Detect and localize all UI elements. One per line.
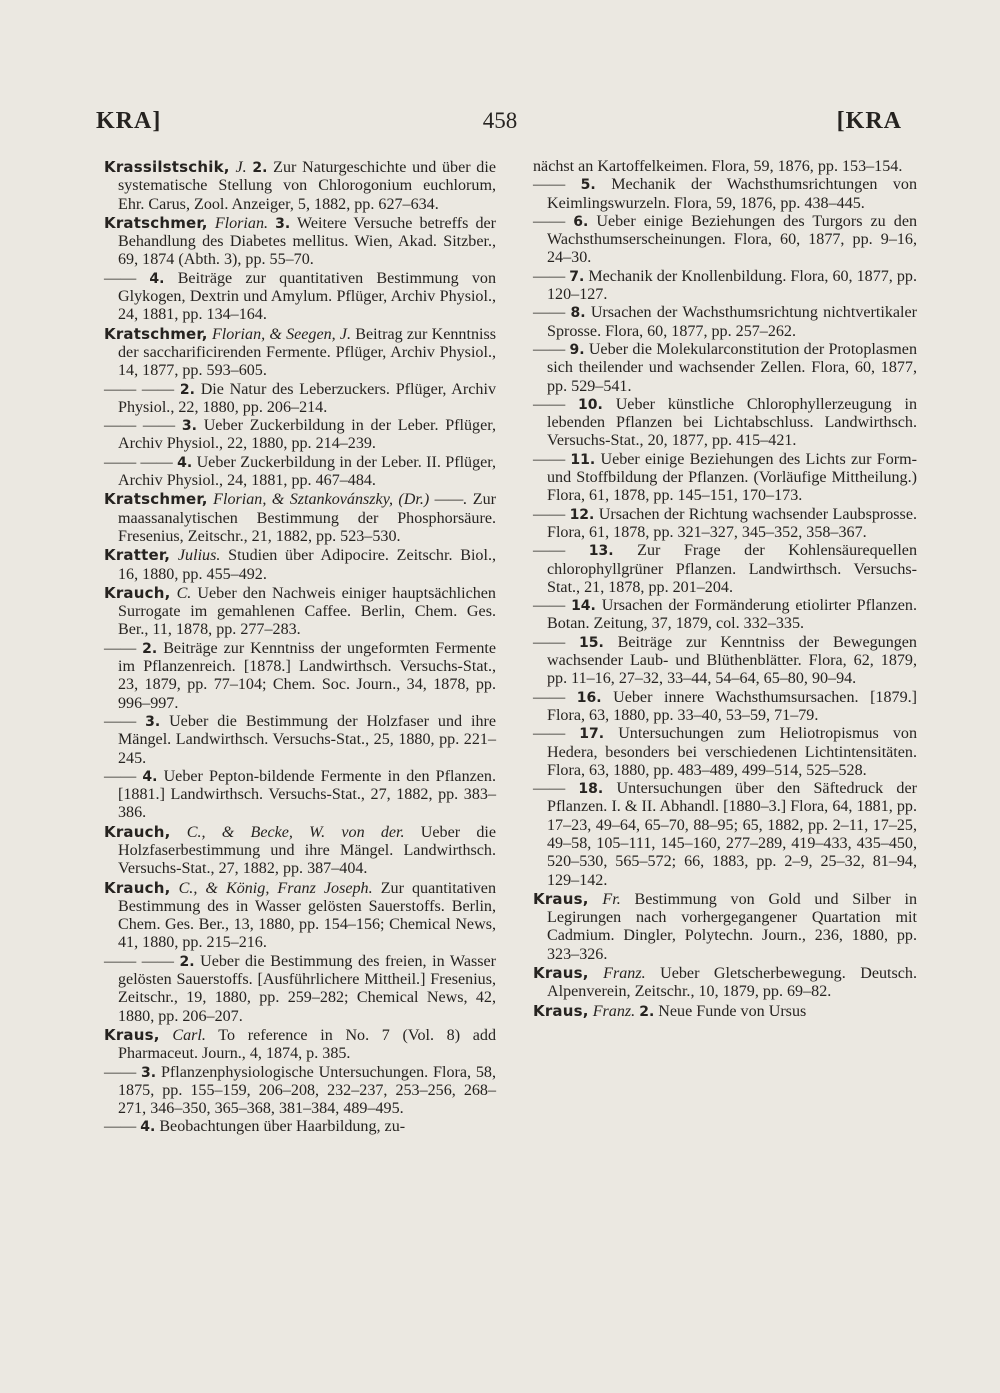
author-name: Kratter, [104, 546, 171, 565]
bibliography-entry [533, 725, 917, 780]
bibliography-entry [104, 953, 496, 1026]
entry-text: Ueber Zuckerbildung in der Leber. Pflüger, Archiv Physiol., 22, 1880, pp. 214–239. [118, 417, 496, 453]
entry-number: 4. [149, 270, 165, 287]
running-head-right: [KRA [836, 108, 902, 134]
entry-dash: —— [533, 212, 566, 230]
entry-text: To reference in No. 7 (Vol. 8) add Pharmaceut. Journ., 4, 1874, p. 385. [118, 1026, 496, 1063]
bibliography-entry [533, 780, 917, 890]
entry-number: 11. [570, 451, 596, 468]
entry-number: 12. [569, 506, 595, 523]
entry-number: 4. [142, 768, 158, 785]
author-name: Kraus, [533, 1001, 589, 1020]
entry-text: Zur maassanalytischen Bestimmung der Phosphorsäure. Fresenius, Zeitschr., 21, 1882, pp. 523–530. [118, 491, 496, 545]
entry-text: Die Natur des Leberzuckers. Pflüger, Archiv Physiol., 22, 1880, pp. 206–214. [118, 380, 496, 416]
entry-number: 16. [576, 689, 602, 706]
author-name: Krauch, [104, 583, 171, 602]
bibliography-entry [104, 546, 496, 584]
entry-number: 10. [578, 396, 603, 413]
author-initial: Florian, & Sztankovánszky, (Dr.) ——. [213, 491, 468, 509]
left-column [104, 158, 496, 1137]
author-name: Kraus, [533, 964, 589, 983]
entry-dash: —— [104, 1063, 137, 1081]
entry-text: Ueber die Bestimmung des freien, in Wasser gelösten Sauerstoffs. [Ausführlichere Mittheil.] Fresenius, Zeitschr., 19, 1880, pp. 259–282; Chemical News, 42, 1880, pp. 206–207. [118, 952, 496, 1025]
bibliography-entry [104, 417, 496, 454]
entry-text: Beobachtungen über Haarbildung, zu- [159, 1118, 406, 1136]
entry-number: 18. [578, 781, 604, 798]
entry-dash: —— [104, 1118, 137, 1136]
author-initial: Franz. [592, 1002, 636, 1020]
entry-text: Ursachen der Richtung wachsender Laubsprosse. Flora, 61, 1878, pp. 321–327, 345–352, 358–367. [547, 505, 917, 541]
entry-number: 9. [569, 341, 585, 358]
bibliography-entry [104, 381, 496, 418]
entry-number: 7. [569, 268, 585, 285]
bibliography-entry [104, 454, 496, 491]
author-initial: C., & Becke, W. von der. [186, 823, 405, 841]
entry-dash: —— [104, 269, 137, 287]
entry-number: 2. [252, 160, 268, 176]
entry-text: Ueber künstliche Chlorophyllerzeugung in lebenden Pflanzen bei Lichtabschluss. Landwirthsch. Versuchs-Stat., 20, 1877, pp. 415–421. [547, 395, 917, 450]
entry-number: 6. [573, 213, 589, 230]
author-initial: C. [176, 584, 192, 602]
entry-dash: —— —— [104, 417, 176, 435]
page-number: 458 [482, 108, 518, 133]
entry-dash: —— —— [104, 380, 175, 398]
entry-number: 2. [142, 640, 158, 657]
entry-dash: —— [533, 688, 566, 706]
entry-text: Ueber einige Beziehungen des Turgors zu den Wachsthumserscheinungen. Flora, 60, 1877, pp. 9–16, 24–30. [547, 212, 918, 267]
author-initial: Florian. [214, 214, 269, 232]
entry-dash: —— [533, 176, 566, 194]
entry-text: Untersuchungen über den Säftedruck der Pflanzen. I. & II. Abhandl. [1880–3.] Flora, 64, 1881, pp. 17–23, 49–64, 65–70, 88–95; 65, 1882, pp. 2–11, 17–25, 49–58, 105–111, 145–160, 277–289, 419–433, 435–450, 520–530, 565–572; 66, 1883, pp. 2–9, 25–32, 81–94, 129–142. [547, 780, 917, 889]
entry-text: Mechanik der Wachsthumsrichtungen von Keimlingswurzeln. Flora, 59, 1876, pp. 438–445. [547, 176, 917, 212]
entry-number: 3. [275, 215, 291, 232]
bibliography-entry [533, 689, 917, 726]
entry-text: Beiträge zur quantitativen Bestimmung von Glykogen, Dextrin und Amylum. Pflüger, Archiv Physiol., 24, 1881, pp. 134–164. [118, 269, 497, 324]
entry-number: 17. [579, 726, 605, 743]
bibliography-entry [533, 158, 917, 176]
bibliography-entry [104, 1118, 496, 1136]
bibliography-entry [533, 268, 917, 305]
entry-number: 3. [181, 418, 197, 435]
author-name: Kraus, [104, 1025, 160, 1044]
entry-number: 2. [179, 381, 195, 398]
entry-number: 15. [579, 634, 604, 651]
entry-text: Weitere Versuche betreffs der Behandlung des Diabetes mellitus. Wien, Akad. Sitzber., 69, 1874 (Abth. 3), pp. 55–70. [118, 214, 496, 269]
entry-number: 8. [570, 305, 586, 322]
entry-number: 3. [145, 713, 161, 730]
entry-text: Ueber die Holzfaserbestimmung und ihre Mängel. Landwirthsch. Versuchs-Stat., 27, 1882, pp. 387–404. [118, 823, 497, 878]
bibliography-entry [533, 506, 917, 543]
entry-text: Untersuchungen zum Heliotropismus von Hedera, besonders bei verschiedenen Lichtintensitäten. Flora, 63, 1880, pp. 483–489, 499–514, 525–528. [547, 725, 918, 779]
right-column [533, 158, 917, 1021]
entry-number: 2. [639, 1003, 655, 1020]
entry-number: 3. [141, 1064, 157, 1081]
bibliography-entry [104, 823, 496, 879]
entry-text: nächst an Kartoffelkeimen. Flora, 59, 1876, pp. 153–154. [533, 158, 903, 175]
author-name: Kratschmer, [104, 490, 208, 509]
entry-number: 4. [177, 454, 193, 471]
author-initial: Franz. [603, 965, 646, 983]
entry-text: Ursachen der Wachsthumsrichtung nichtvertikaler Sprosse. Flora, 60, 1877, pp. 257–262. [547, 304, 917, 340]
bibliography-entry [104, 584, 496, 640]
bibliography-entry [104, 1064, 496, 1119]
entry-text: Ueber innere Wachsthumsursachen. [1879.] Flora, 63, 1880, pp. 33–40, 53–59, 71–79. [547, 688, 918, 724]
bibliography-entry [104, 490, 496, 546]
bibliography-entry [533, 451, 917, 506]
entry-dash: —— [533, 780, 566, 798]
entry-dash: —— [533, 304, 566, 322]
entry-text: Zur Frage der Kohlensäurequellen chlorophyllgrüner Pflanzen. Landwirthsch. Versuchs-Stat., 21, 1878, pp. 201–204. [547, 542, 917, 596]
author-initial: Fr. [602, 890, 621, 908]
bibliography-entry [533, 634, 917, 689]
bibliography-entry [533, 1002, 917, 1021]
entry-dash: —— [533, 340, 566, 358]
bibliography-entry [533, 964, 917, 1002]
entry-dash: —— —— [104, 453, 173, 471]
entry-text: Ursachen der Formänderung etiolirter Pflanzen. Botan. Zeitung, 37, 1879, col. 332–335. [547, 597, 918, 633]
entry-number: 13. [588, 543, 614, 560]
bibliography-entry [533, 341, 917, 396]
bibliography-entry [104, 214, 496, 270]
author-name: Krauch, [104, 878, 171, 897]
entry-text: Ueber einige Beziehungen des Lichts zur Form- und Stoffbildung der Pflanzen. (Vorläufige Mittheilung.) Flora, 61, 1878, pp. 145–151, 170–173. [547, 450, 917, 505]
entry-text: Zur Naturgeschichte und über die systematische Stellung von Chlorogonium euchlorum, Ehr. Carus, Zool. Anzeiger, 5, 1882, pp. 627–634. [118, 159, 496, 213]
author-initial: Florian, & Seegen, J. [211, 325, 352, 343]
bibliography-entry [533, 304, 917, 341]
entry-number: 5. [580, 177, 596, 194]
entry-text: Zur quantitativen Bestimmung des in Wasser gelösten Sauerstoffs. Berlin, Chem. Ges. Ber., 13, 1880, pp. 154–156; Chemical News, 41, 1880, pp. 215–216. [118, 879, 496, 952]
entry-dash: —— [533, 450, 566, 468]
bibliography-entry [104, 713, 496, 768]
bibliography-entry [104, 640, 496, 713]
bibliography-entry [104, 1026, 496, 1064]
entry-dash: —— [533, 542, 566, 560]
entry-text: Ueber Pepton-bildende Fermente in den Pflanzen. [1881.] Landwirthsch. Versuchs-Stat., 27, 1882, pp. 383–386. [118, 767, 496, 822]
entry-dash: —— [533, 395, 566, 413]
entry-text: Beiträge zur Kenntniss der ungeformten Fermente im Pflanzenreich. [1878.] Landwirthsch. Versuchs-Stat., 23, 1879, pp. 77–104; Chem. Soc. Journ., 34, 1878, pp. 996–997. [118, 639, 496, 712]
entry-text: Ueber den Nachweis einiger hauptsächlichen Surrogate im gemahlenen Caffee. Berlin, Chem. Ges. Ber., 11, 1878, pp. 277–283. [118, 584, 496, 639]
author-initial: Carl. [172, 1026, 206, 1044]
author-name: Kratschmer, [104, 213, 208, 232]
entry-text: Ueber die Molekularconstitution der Protoplasmen sich theilender und wachsender Zellen. Flora, 60, 1877, pp. 529–541. [547, 340, 917, 395]
entry-text: Bestimmung von Gold und Silber in Legirungen nach vorhergegangener Quartation mit Cadmium. Dingler, Polytechn. Journ., 236, 1880, pp. 323–326. [547, 890, 917, 963]
entry-text: Ueber Zuckerbildung in der Leber. II. Pflüger, Archiv Physiol., 24, 1881, pp. 467–484. [118, 453, 497, 490]
bibliography-entry [533, 213, 917, 268]
author-name: Krauch, [104, 822, 171, 841]
entry-dash: —— [104, 639, 137, 657]
entry-text: Ueber Gletscherbewegung. Deutsch. Alpenverein, Zeitschr., 10, 1879, pp. 69–82. [547, 965, 917, 1001]
bibliography-entry [104, 768, 496, 823]
entry-number: 2. [179, 953, 195, 970]
entry-number: 4. [140, 1119, 156, 1136]
bibliography-entry [533, 597, 917, 634]
entry-dash: —— [533, 725, 566, 743]
entry-text: Beitrag zur Kenntniss der saccharificirenden Fermente. Pflüger, Archiv Physiol., 14, 1877, pp. 593–605. [118, 325, 496, 380]
bibliography-entry [533, 396, 917, 451]
bibliography-entry [104, 158, 496, 214]
entry-text: Beiträge zur Kenntniss der Bewegungen wachsender Laub- und Blüthenblätter. Flora, 62, 1879, pp. 11–16, 27–32, 33–44, 54–64, 65–80, 90–94. [547, 633, 917, 688]
entry-dash: —— [533, 633, 566, 651]
author-name: Krassilstschik, [104, 158, 230, 176]
author-initial: J. [235, 159, 247, 176]
author-name: Kraus, [533, 889, 589, 908]
author-initial: Julius. [177, 547, 221, 565]
running-head-left: KRA] [96, 108, 162, 134]
entry-text: Neue Funde von Ursus [658, 1002, 807, 1020]
bibliography-entry [104, 879, 496, 953]
entry-number: 14. [571, 598, 596, 615]
entry-dash: —— —— [104, 952, 174, 970]
bibliography-entry [104, 325, 496, 381]
entry-dash: —— [533, 267, 566, 285]
bibliography-entry [533, 176, 917, 213]
bibliography-entry [533, 542, 917, 597]
entry-dash: —— [104, 767, 137, 785]
author-initial: C., & König, Franz Joseph. [178, 879, 373, 897]
entry-text: Studien über Adipocire. Zeitschr. Biol., 16, 1880, pp. 455–492. [118, 547, 496, 583]
entry-dash: —— [104, 712, 137, 730]
entry-text: Ueber die Bestimmung der Holzfaser und ihre Mängel. Landwirthsch. Versuchs-Stat., 25, 1880, pp. 221–245. [118, 712, 496, 767]
bibliography-entry [104, 270, 496, 325]
entry-text: Pflanzenphysiologische Untersuchungen. Flora, 58, 1875, pp. 155–159, 206–208, 232–237, 253–256, 268–271, 346–350, 365–368, 381–384, 489–495. [118, 1063, 496, 1118]
entry-dash: —— [533, 597, 566, 615]
entry-text: Mechanik der Knollenbildung. Flora, 60, 1877, pp. 120–127. [547, 267, 917, 304]
entry-dash: —— [533, 505, 566, 523]
author-name: Kratschmer, [104, 324, 208, 343]
bibliography-entry [533, 890, 917, 964]
